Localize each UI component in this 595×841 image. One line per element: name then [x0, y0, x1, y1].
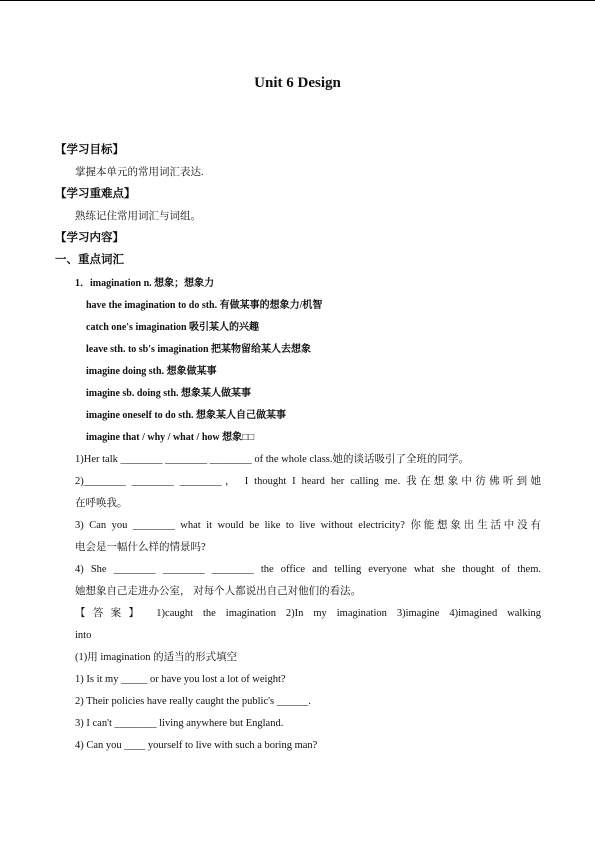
exercise-2: 2)________ ________ ________， I thought I heard her calling me. 我在想象中彷佛听到她 — [75, 476, 541, 487]
question-1: 1) Is it my _____ or have you lost a lot of weight? — [75, 674, 286, 685]
goal-heading: 【学习目标】 — [55, 144, 124, 156]
answer-line-cont: into — [75, 630, 92, 641]
answer-line: 【答案】 1)caught the imagination 2)In my imagination 3)imagine 4)imagined walking — [75, 608, 541, 619]
question-3: 3) I can't ________ living anywhere but England. — [75, 718, 284, 729]
exercise-2-cont: 在呼唤我。 — [75, 498, 128, 509]
section-heading: 一、重点词汇 — [55, 254, 124, 266]
question-4: 4) Can you ____ yourself to live with such a boring man? — [75, 740, 318, 751]
content-heading: 【学习内容】 — [55, 232, 124, 244]
question-2: 2) Their policies have really caught the public's ______. — [75, 696, 311, 707]
vocab-item: imagine sb. doing sth. 想象某人做某事 — [86, 388, 252, 399]
vocab-item: catch one's imagination 吸引某人的兴趣 — [86, 322, 260, 333]
exercise-4: 4) She ________ ________ ________ the office and telling everyone what she thought of them. — [75, 564, 541, 575]
vocab-item: imagine oneself to do sth. 想象某人自己做某事 — [86, 410, 286, 421]
vocab-item: 1．imagination n. 想象；想象力 — [75, 278, 215, 289]
goal-text: 掌握本单元的常用词汇表达. — [75, 167, 204, 178]
exercise-4-cont: 她想象自己走进办公室， 对每个人都说出自己对他们的看法。 — [75, 586, 362, 597]
vocab-item: imagine doing sth. 想象做某事 — [86, 366, 217, 377]
key-points-heading: 【学习重难点】 — [55, 188, 136, 200]
exercise-3: 3) Can you ________ what it would be like to live without electricity? 你能想象出生活中没有 — [75, 520, 541, 531]
key-points-text: 熟练记住常用词汇与词组。 — [75, 211, 201, 222]
vocab-item: have the imagination to do sth. 有做某事的想象力/机智 — [86, 300, 323, 311]
exercise-1: 1)Her talk ________ ________ ________ of the whole class.她的谈话吸引了全班的同学。 — [75, 454, 470, 465]
vocab-item: leave sth. to sb's imagination 把某物留给某人去想象 — [86, 344, 312, 355]
exercise-3-cont: 电会是一幅什么样的情景吗? — [75, 542, 206, 553]
doc-title: Unit 6 Design — [254, 75, 341, 91]
vocab-item: imagine that / why / what / how 想象□□ — [86, 432, 255, 443]
task-instruction: (1)用 imagination 的适当的形式填空 — [75, 652, 238, 663]
